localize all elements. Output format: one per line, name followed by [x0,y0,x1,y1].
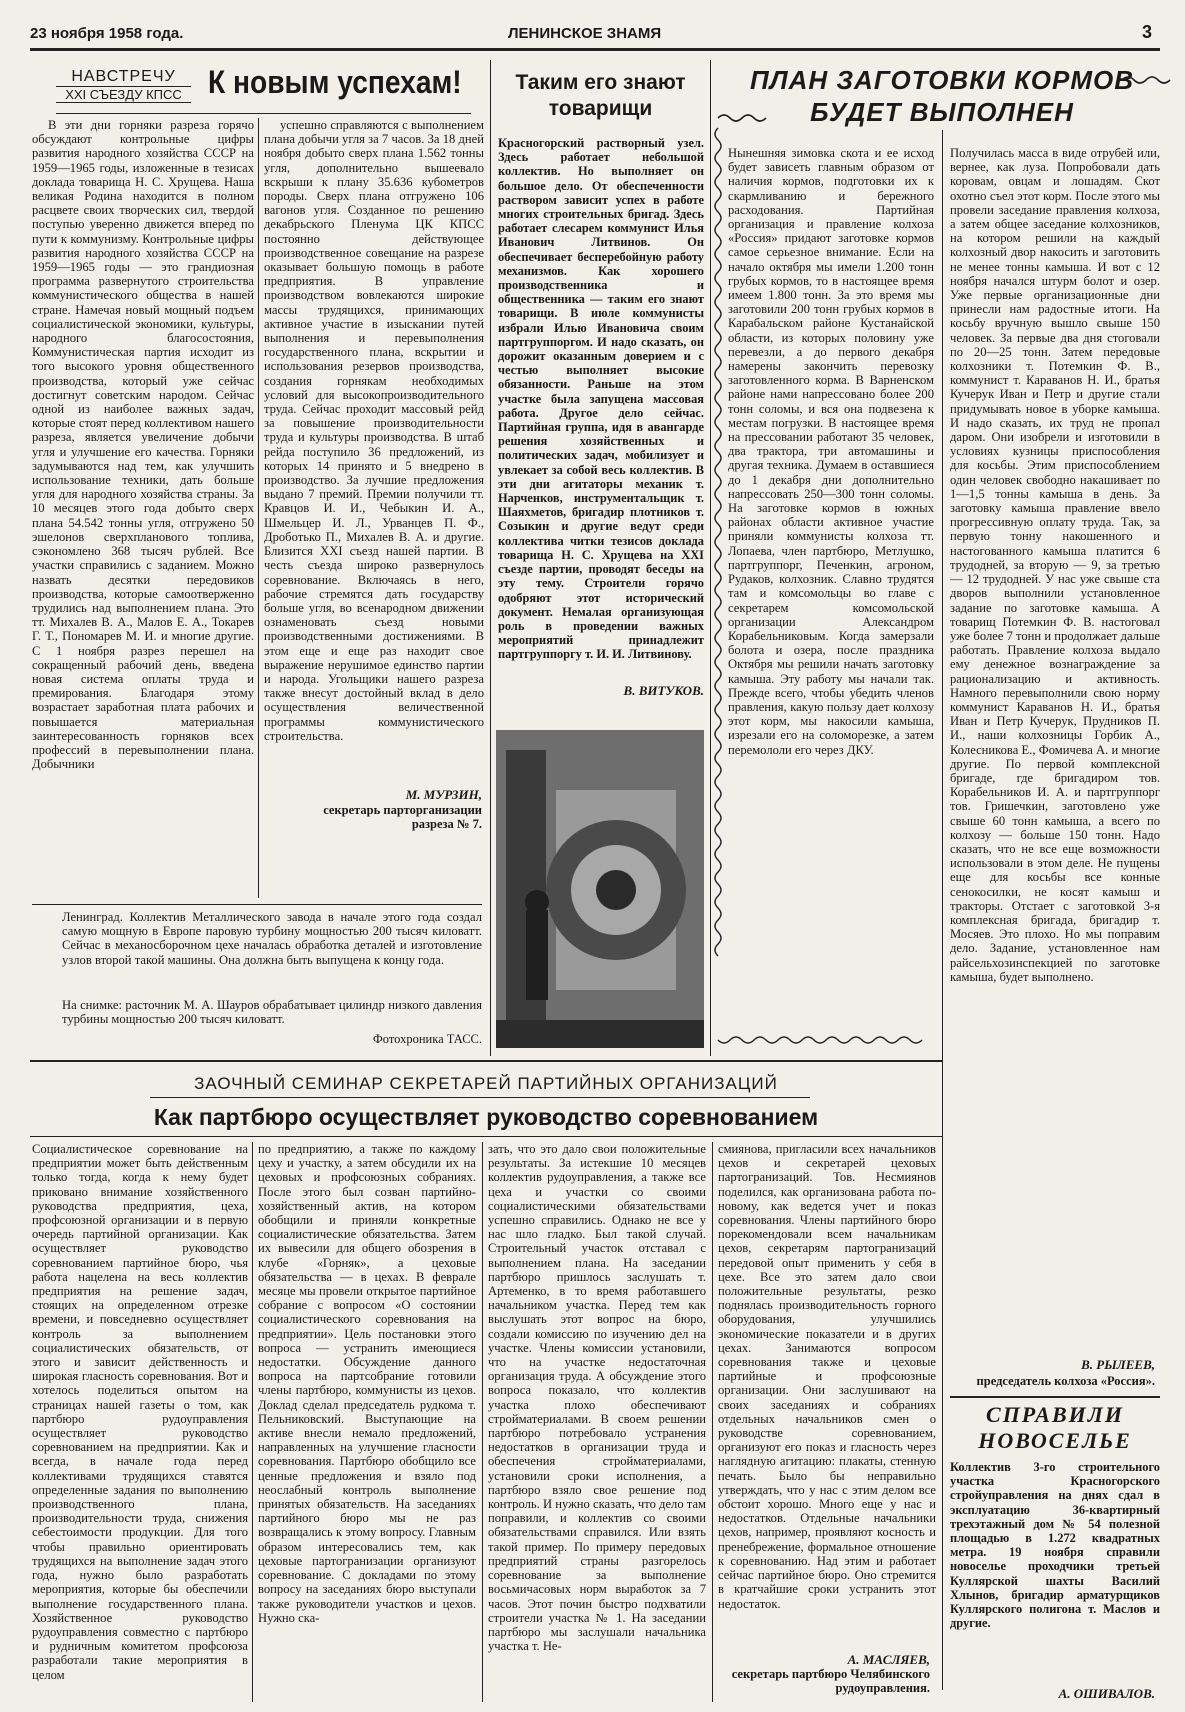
masthead [30,22,1160,48]
turbine-photo-image [496,730,704,1048]
turbine-photo [496,730,704,1048]
column-divider-2 [490,60,491,1056]
photo-caption-text: Ленинград. Коллектив Металлического завода в начале этого года создал самую мощную в Европе паровую турбину мощностью 200 тысяч киловатт. Сейчас в механосборочном цехе началась обработка деталей и изготовление узлов второй такой машины. Она должна быть выпущена к концу года. [62,910,482,967]
article3-signature-role: председатель колхоза «Россия». [976,1374,1155,1388]
article1-column-1: В эти дни горняки разреза горячо обсуждают контрольные цифры развития народного хозяйства СССР на 1959—1965 годы, изложенные в тезисах доклада товарища Н. С. Хрущева. Наша великая Родина находится в полном расцвете своих творческих сил, твердой поступью уверенно движется вперед по пути к коммунизму. Контрольные цифры развития народного хозяйства СССР на 1959—1965 годы — это грандиозная программа развернутого строительства коммунистического общества в нашей стране. Намечая новый мощный подъем социалистической экономики, культуры, народного благосостояния, Коммунистическая партия исходит из того высокого уровня общественного производства, который уже сейчас достигнут советским народом. Сейчас одной из наиболее важных задач, которые стоят перед коллективом нашего разреза, является увеличение добычи угля и улучшение его качества. Горняки задумываются над тем, как улучшить использование техники, дать больше угля для народного хозяйства страны. За 10 месяцев этого года добыто сверх плана 54.542 тонны угля, отгружено 50 эшелонов сверхпланового топлива, сэкономлено 368 тысяч рублей. Все участки справились с заданием. Можно назвать десятки передовиков производства, которые самоотверженно трудились над выполнением плана. Это тт. Михалев В. А., Малов Е. А., Токарев Г. Т., Пономарев М. И. и многие другие. С 1 ноября разрез перешел на сокращенный рабочий день, введена новая система оплаты труда и премирования. Благодаря этому возрастает заработная плата рабочих и повышается материальная заинтересованность горняков всех профессий в перевыполнении плана. Добычники [32,118,254,772]
caption-rule [32,904,482,905]
article4-kicker-rule [150,1097,810,1098]
article5-title-line1: СПРАВИЛИ [986,1402,1124,1427]
article1-column-2: успешно справляются с выполнением плана добычи угля за 7 часов. За 18 дней ноября добыто сверх плана 1.562 тонны угля, дополнительно вышеевало вскрыши к плану 35.636 кубометров породы. Сверх плана отгружено 106 вагонов угля. Созданное по решению декабрьского Пленума ЦК КПСС постоянно действующее производственное совещание на разрезе оказывает большую помощь в работе предприятия. В управление производством вовлекаются широкие массы трудящихся, принимающих активное участие в изыскании путей выполнения и перевыполнения государственного плана, вскрытии и использования резервов производства, создания горнякам необходимых условий для высокопроизводительного труда. Сейчас проходит массовый рейд за повышение производительности труда и культуры производства. В штаб рейда поступило 36 предложений, из которых 14 принято и 5 внедрено в производство. За лучшие предложения выдано 7 премий. Премии получили тт. Кравцов И. И., Чебыкин И. А., Шмельцер И. Л., Урванцев П. Ф., Дроботько П., Михалев В. А. и другие. Близится XXI съезд нашей партии. В честь съезда широко развернулось соревнование. Включаясь в него, рабочие стремятся дать государству больше угля, во всенародном движении ознаменовать съезд новыми производственными достижениями. В этом еще и еще раз находит свое выражение нерушимое единство партии и народа. Угольщики нашего разреза также внесут достойный вклад в дело осуществления величественной программы коммунистического строительства. [264,118,484,743]
article4-title: Как партбюро осуществляет руководство соревнованием [153,1104,819,1130]
seminar-divider-3 [712,1142,713,1702]
seminar-divider-1 [252,1142,253,1702]
masthead-date: 23 ноября 1958 года. [30,25,184,42]
article4-kicker: ЗАОЧНЫЙ СЕМИНАР СЕКРЕТАРЕЙ ПАРТИЙНЫХ ОРГАНИЗАЦИЙ [194,1074,778,1093]
seminar-top-rule [30,1060,942,1062]
article4-column-1: Социалистическое соревнование на предприятии может быть действенным только тогда, когда к нему будет приковано внимание хозяйственного руководства предприятия, цеха, профсоюзной организации и в первую очередь партийной организации. Как осуществляет руководство соревнованием партийное бюро, чья работа нацелена на весь коллектив предприятия на решение задач, стоящих на определенном отрезке времени, и повседневно осуществляет контроль за выполнением социалистических обязательств, от этого и зависит действенность и широкая гласность соревнования. Вот и хотелось поделиться опытом на страницах нашей газеты о том, как партбюро рудоуправления осуществляет руководство соревнованием на предприятии. Как и всегда, в начале года перед коллективами трудящихся ставятся определенные задания по выполнению производственного плана, производительности труда, снижения себестоимости продукции. Для того чтобы правильно ориентировать трудящихся на выполнение задач этого года, нужно было разработать мероприятия, которые бы обеспечили выполнение государственного плана. Хозяйственное руководство рудоуправления совместно с партбюро и рудничным комитетом профсоюза разработали такие мероприятия в целом [32,1142,248,1682]
article5-top-rule [950,1396,1160,1398]
column-divider-1 [258,118,259,898]
article2-body: Красногорский растворный узел. Здесь работает небольшой коллектив. Но выполняет он большое дело. От обеспеченности раствором зависит успех в работе многих строительных бригад. Здесь работает слесарем коммунист Илья Иванович Литвинов. Он обеспечивает бесперебойную работу механизмов. Как хорошего производственника и общественника — таким его знают товарищи. В июле коммунисты избрали Илью Ивановича своим партгруппоргом. И надо сказать, он дорожит оказанным доверием и с честью выполняет высокие обязанности. Раньше на этом участке была запущена массовая работа. Другое дело сейчас. Партийная группа, идя в авангарде решения хозяйственных и политических задач, мобилизует и увлекает за собой весь коллектив. В эти дни агитаторы механик т. Нарченков, инструментальщик т. Шаяхметов, бригадир плотников т. Созыкин и другие ведут среди коллектива читки тезисов доклада товарища Н. С. Хрущева на XXI съезде партии, проводят беседы на эту тему. Строители горячо одобряют этот исторический документ. Немалая организующая роль в проведении важных мероприятий принадлежит партгруппоргу т. И. И. Литвинову. [498,136,704,662]
article2-signature: В. ВИТУКОВ. [623,683,704,698]
photo-credit: Фотохроника ТАСС. [372,1032,482,1046]
article1-kicker-line2: XXI СЪЕЗДУ КПСС [56,86,191,102]
article3-column-1: Нынешняя зимовка скота и ее исход будет зависеть главным образом от наличия кормов, подготовки их к скармливанию и бережного расходования. Партийная организация и правление колхоза «Россия» придают заготовке кормов самое серьезное внимание. Если на начало октября мы имели 1.200 тонн грубых кормов, то в настоящее время имеем 1.800 тонн. За это время мы заготовили 200 тонн грубых кормов в Карабальском районе Кустанайской области, из которых половину уже перевезли, а до первого декабря намерены закончить перевозку заготовленного корма. В Варненском районе нами напрессовано более 200 тонн соломы, и вся она подвезена к местам погрузки. В настоящее время на прессовании работают 35 человек, два трактора, три автомашины и другая техника. Думаем в оставшиеся до 1 декабря дни дополнительно напрессовать 250—300 тонн соломы. На заготовке кормов в южных районах области активное участие приняли коммунисты колхоза тт. Лопаева, член партбюро, Метлушко, партгруппорг, Печенкин, агроном, Рудаков, колхозник. Славно трудятся там и комсомольцы во главе с секретарем комсомольской организации Александром Корабельниковым. Когда замерзали болота и озера, после праздника Октября мы решили начать заготовку камыша. Эту работу мы начали так. Прежде всего, чтобы убедить членов правления, какую пользу дает колхозу этот корм, мы накосили камыша, изрезали его на соломорезке, а затем перемололи его через ДКУ. [728,146,934,757]
article3-column-2: Получилась масса в виде отрубей или, вернее, как луза. Попробовали дать коровам, овцам и лошадям. Скот охотно съел этот корм. После этого мы провели заседание правления колхоза, а затем общее заседание колхозников, на котором решили на каждый колхозный двор накосить и заготовить не менее тонны камыша. И вот с 12 ноября начался штурм болот и озер. Уже первые организационные дни принесли нам радостные итоги. На косьбу вручную вышло свыше 150 человек. За первые два дня стоговали по 20—25 тонн. Затем передовые колхозники т. Потемкин Ф. В., коммунист т. Караванов Н. И., братья Кучерук Иван и Петр и другие стали придумывать новое в уборке камыша. И надо сказать, их труд не пропал даром. Они изобрели и изготовили в условиях кузницы приспособления для косьбы. Этим приспособлением один человек свободно накашивает по 1—1,5 тонны камыша в день. За заготовку камыша правление ввело прогрессивную оплату труда. Так, за первую тонну накошенного и настогованного камыша платится 6 трудодней, за вторую — 9, за третью — 12 трудодней. У нас уже свыше ста дворов выполнили установленное задание по заготовке камыша. А товарищ Потемкин Ф. В. настоговал уже более 7 тонн и продолжает дальше работать. Правление колхоза выдало ему денежное вознаграждение за рационализацию и активность. Намного перевыполнили свою норму коммунист Караванов Н. И., братья Иван и Петр Кучерук, Прудников П. И., наши колхозницы Горбик А., Колесникова Е., Фомичева А. и многие другие. По первой комплексной бригаде, где бригадиром тов. Корабельников И. А. и партгруппорг тов. Гришечкин, заготовлено уже свыше 60 тонн камыша, а всего по колхозу — больше 150 тонн. Надо сказать, что не все еще возможности использовали в этом деле. Не пущены еще для косьбы все конные сенокосилки, не косят камыш и тракторы. Отстает с заготовкой 3-я комплексная бригада, бригадир т. Мосяев. Это плохо. Но мы поправим дело. Задание, установленное нам райсельхозинспекцией по заготовке камыша, будет выполнено. [950,146,1160,984]
article1-title: К новым успехам! [208,64,462,100]
column-divider-3 [710,60,711,1056]
article5-title-line2: НОВОСЕЛЬЕ [978,1428,1132,1453]
article1-kicker [56,68,191,103]
article2-title: Таким его знают товарищи [515,71,686,120]
masthead-rule [30,48,1160,51]
seminar-divider-2 [482,1142,483,1702]
article1-kicker-line1: НАВСТРЕЧУ [71,68,176,85]
article4-title-rule [30,1136,942,1137]
article5-signature: А. ОШИВАЛОВ. [1058,1686,1155,1701]
article3-title-line2: БУДЕТ ВЫПОЛНЕН [810,97,1074,127]
article4-column-4: смиянова, пригласили всех начальников цехов и секретарей цеховых партогранизаций. Тов. Несмиянов поделился, как организована работа по-новому, как ведется учет и показ соревнования. Члены партийного бюро порекомендовали всем начальникам цехов, секретарям партогранизаций передовой опыт применить у себя в цехе. Все это затем дало свои положительные результаты, резко поднялась производительность горного оборудования, улучшились экономические показатели и в других цехах. Занимаются вопросом соревнования также и цеховые партийные и профсоюзные организации. Они заслушивают на своих заседаниях и собраниях отдельных начальников смен о руководстве соревнованием, организуют его показ и гласность через наглядную агитацию: плакаты, стенную печать. Было бы неправильно утверждать, что у нас с этим делом все обстоит хорошо. Много еще у нас и недостатков. Отдельные начальники цехов, например, проявляют косность и пренебрежение, формальное отношение к соревнованию. Над этим и работает сейчас партийное бюро. Оно стремится в кратчайшие сроки устранить этот недостаток. [718,1142,936,1611]
article4-column-3: зать, что это дало свои положительные результаты. За истекшие 10 месяцев коллектив рудоуправления, а также все цеха и участки со своими социалистическими обязательствами успешно справились. Однако не все у нас шло гладко. Был такой случай. Строительный участок отставал с выполнением плана. На заседании партбюро пришлось заслушать т. Артеменко, в то время работавшего начальником участка. Перед тем как выслушать этот вопрос на бюро, создали комиссию по изучению дел на участке. Члены комиссии установили, что на участке недостаточная организация труда. А обсуждение этого вопроса показало, что коллектив участка плохо обеспечивают стройматериалами. В своем решении партбюро потребовало устранения недостатков в организации труда и обеспечения стройматериалами, установили сроки исполнения, а партбюро взяло свое решение под контроль. И нужно сказать, что дело там поправили, и коллектив со своими обязательствами справился. Или взять такой пример. По примеру передовых предприятий страны разгорелось соревнование за выполнение восьмичасовых норм выработок за 7 часов. Этот почин быстро подхватили строители участка № 1. На заседании партбюро мы заслушали начальника участка т. Не- [488,1142,706,1654]
photo-caption-on-photo: На снимке: расточник М. А. Шауров обрабатывает цилиндр низкого давления турбины мощностью 200 тысяч киловатт. [62,998,482,1027]
article1-title-rule [56,113,471,114]
article5-body: Коллектив 3-го строительного участка Красногорского стройуправления на днях сдал в эксплуатацию 36-квартирный трехэтажный дом № 54 полезной площадью в 1.272 квадратных метра. 19 ноября справили новоселье проходчики третьей Куллярской шахты Василий Хлынов, бригадир арматурщиков Куллярского полигона т. Маслов и другие. [950,1460,1160,1631]
article1-signature: М. МУРЗИН, [405,787,482,802]
article4-signature-role: секретарь партбюро Челябинского рудоуправления. [731,1667,930,1695]
masthead-paper-name: ЛЕНИНСКОЕ ЗНАМЯ [508,25,662,42]
article1-signature-role: секретарь парторганизации разреза № 7. [323,803,482,831]
article4-signature: А. МАСЛЯЕВ, [847,1652,930,1667]
masthead-page-number: 3 [1142,22,1153,42]
article4-column-2: по предприятию, а также по каждому цеху и участку, а затем обсудили их на цеховых и профсоюзных собраниях. После этого был созван партийно-хозяйственный актив, на котором обобщили и приняли конкретные социалистические обязательства. Затем их вывесили для общего обозрения в клубе «Горняк», а цеховые обязательства — в цехах. В феврале месяце мы провели открытое партийное собрание с вопросом «О состоянии социалистического соревнования на предприятии». Цель постановки этого вопроса — устранить имеющиеся недостатки. Обсуждение данного вопроса на партсобрание готовили члены партбюро, коммунисты из цехов. Доклад сделал председатель рудкома т. Пельниковский. Выступающие на активе внесли немало предложений, направленных на улучшение гласности соревнования. Партбюро обобщило все ценные предложения и взяло под неослабный контроль выполнение принятых обязательств. На заседаниях партийного бюро мы не раз возвращались к этому вопросу. Главным образом интересовались тем, как цеховые партогранизации организуют соревнование. С докладами по этому вопросу на заседаниях бюро выступали также руководители участков и цехов. Нужно ска- [258,1142,476,1625]
article3-signature: В. РЫЛЕЕВ, [1081,1357,1155,1372]
article5-title [950,1402,1160,1454]
article3-title-line1: ПЛАН ЗАГОТОВКИ КОРМОВ [750,65,1134,95]
